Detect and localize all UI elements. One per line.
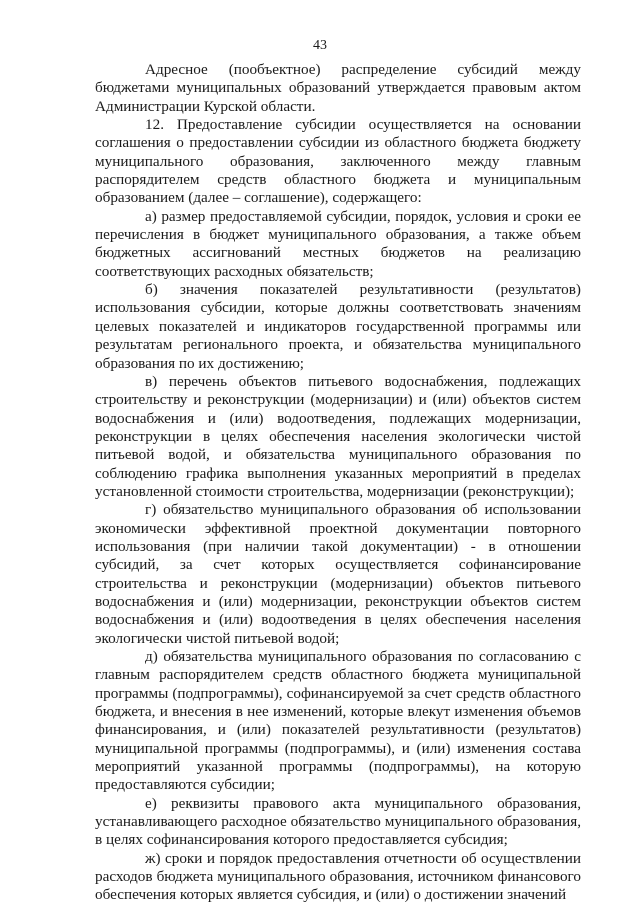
paragraph-e-legal-act-details: е) реквизиты правового акта муниципального образования, устанавливающего расходное обязательство муниципального образования, в целях софинансирования которого предоставляется субсидия;	[95, 794, 581, 849]
paragraph-zh-reporting: ж) сроки и порядок предоставления отчетности об осуществлении расходов бюджета муниципального образования, источником финансового обеспечения которых является субсидия, и (или) о достижении значений	[95, 849, 581, 904]
paragraph-subsidy-distribution: Адресное (пообъектное) распределение субсидий между бюджетами муниципальных образований утверждается правовым актом Администрации Курской области.	[95, 61, 581, 115]
page-number: 43	[313, 38, 327, 53]
paragraph-g-design-documentation: г) обязательство муниципального образования об использовании экономически эффективной проектной документации повторного использования (при наличии такой документации) - в отношении субсидий, за счет которых осуществляется софинансирование строительства и реконструкции (модернизации) объектов питьевого водоснабжения и (или) модернизации, реконструкции объектов систем водоснабжения и (или) водоотведения в целях обеспечения населения экологически чистой питьевой водой;	[95, 501, 581, 647]
paragraph-b-performance-indicators: б) значения показателей результативности (результатов) использования субсидии, которые должны соответствовать значениям целевых показателей и индикаторов государственной программы или результатам регионального проекта, и обязательства муниципального образования по их достижению;	[95, 281, 581, 372]
paragraph-a-subsidy-amount: а) размер предоставляемой субсидии, порядок, условия и сроки ее перечисления в бюджет муниципального образования, а также объем бюджетных ассигнований местных бюджетов на реализацию соответствующих расходных обязательств;	[95, 207, 581, 280]
paragraph-v-water-supply-objects: в) перечень объектов питьевого водоснабжения, подлежащих строительству и реконструкции (модернизации) и (или) объектов систем водоснабжения и (или) водоотведения, подлежащих модернизации, реконструкции в целях обеспечения населения экологически чистой питьевой водой, и обязательства муниципального образования по соблюдению графика выполнения указанных мероприятий в пределах установленной стоимости строительства, модернизации (реконструкции);	[95, 372, 581, 500]
paragraph-d-program-approval: д) обязательства муниципального образования по согласованию с главным распорядителем средств областного бюджета муниципальной программы (подпрограммы), софинансируемой за счет средств областного бюджета, и внесения в нее изменений, которые влекут изменения объемов финансирования, и (или) показателей результативности (результатов) муниципальной программы (подпрограммы), и (или) изменения состава мероприятий указанной программы (подпрограммы), на которую предоставляются субсидии;	[95, 648, 581, 794]
document-body	[95, 61, 581, 905]
paragraph-12-agreement: 12. Предоставление субсидии осуществляется на основании соглашения о предоставлении субсидии из областного бюджета бюджету муниципального образования, заключенного между главным распорядителем средств областного бюджета и муниципальным образованием (далее – соглашение), содержащего:	[95, 116, 581, 207]
